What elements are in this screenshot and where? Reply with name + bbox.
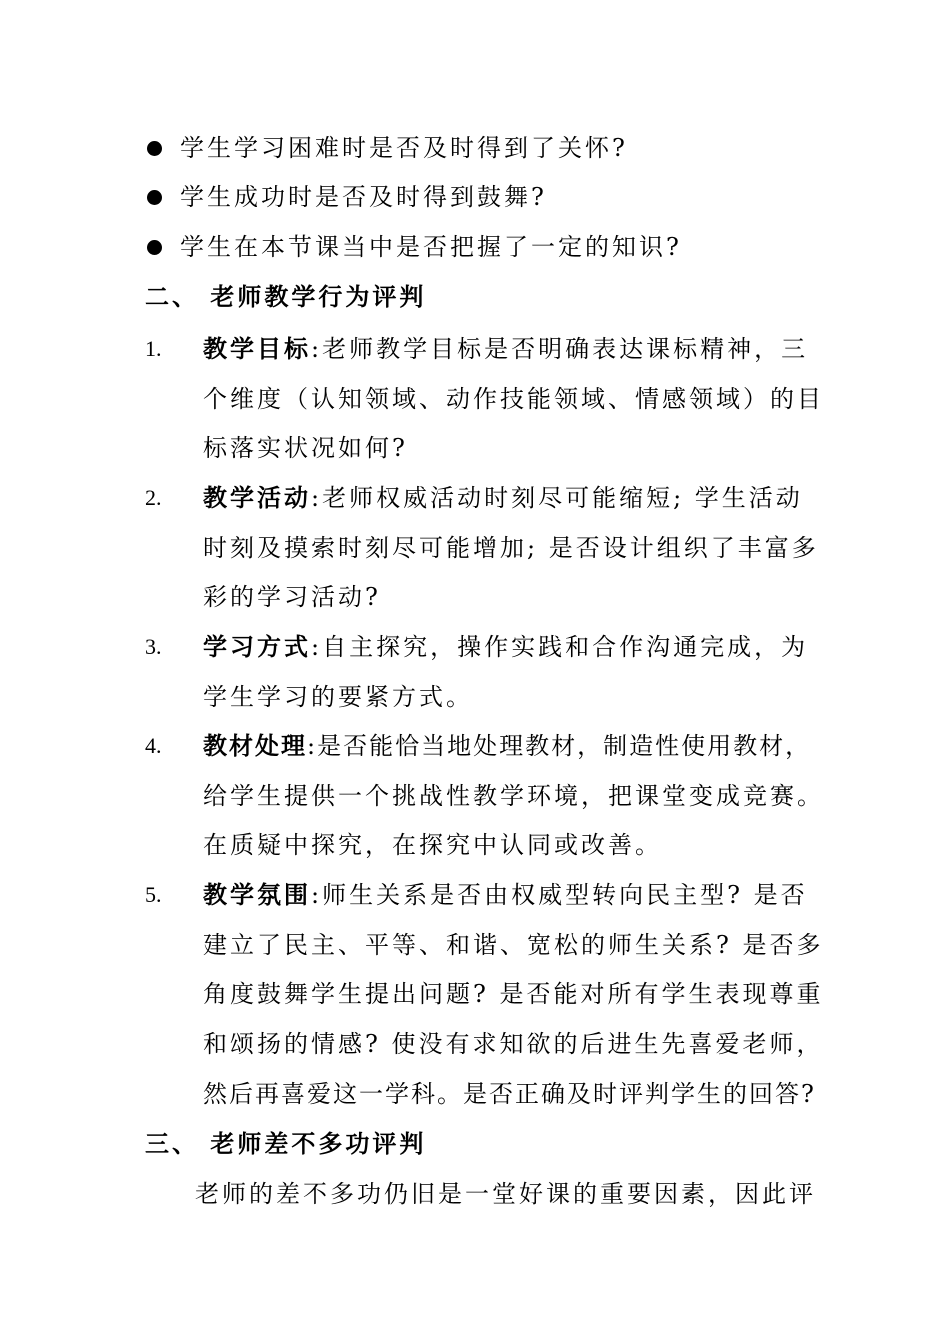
item-term: 学习方式 — [203, 632, 311, 661]
list-item-line: 彩的学习活动? — [203, 583, 381, 611]
bullet-item: 学生在本节课当中是否把握了一定的知识? — [180, 233, 682, 261]
bullet-item: 学生学习困难时是否及时得到了关怀? — [180, 134, 628, 162]
item-number: 4. — [145, 733, 162, 758]
paragraph-line: 老师的差不多功仍旧是一堂好课的重要因素，因此评 — [195, 1180, 816, 1208]
item-term: 教学目标 — [203, 334, 311, 363]
item-term: 教学氛围 — [203, 880, 311, 909]
list-item-line: 个维度（认知领域、动作技能领域、情感领域）的目 — [203, 385, 824, 413]
list-item-line: 时刻及摸索时刻尽可能增加; 是否设计组织了丰富多 — [203, 534, 819, 562]
item-term: 教学活动 — [203, 483, 311, 512]
item-number: 3. — [145, 634, 162, 659]
list-item-line: 角度鼓舞学生提出问题? 是否能对所有学生表现尊重 — [203, 980, 824, 1008]
list-item-line: 标落实状况如何? — [203, 434, 408, 462]
item-separator: : — [307, 732, 318, 760]
item-number: 2. — [145, 485, 162, 510]
list-item-line — [203, 729, 811, 763]
item-text: 是否能恰当地处理教材，制造性使用教材， — [317, 732, 812, 760]
list-item-line: 在质疑中探究，在探究中认同或改善。 — [203, 831, 662, 859]
bullet-dot — [147, 141, 162, 156]
item-separator: : — [311, 881, 323, 909]
item-text: 自主探究，操作实践和合作沟通完成，为 — [322, 633, 809, 661]
item-term: 教材处理 — [203, 731, 307, 760]
item-text: 老师权威活动时刻尽可能缩短; 学生活动 — [322, 484, 803, 512]
section-heading: 三、 老师差不多功评判 — [145, 1129, 427, 1158]
item-text: 师生关系是否由权威型转向民主型? 是否 — [322, 881, 808, 909]
item-text: 老师教学目标是否明确表达课标精神，三 — [322, 335, 809, 363]
list-item-line: 学生学习的要紧方式。 — [203, 683, 473, 711]
list-item-line: 然后再喜爱这一学科。是否正确及时评判学生的回答? — [203, 1080, 816, 1108]
list-item-line — [203, 630, 808, 664]
item-separator: : — [311, 484, 323, 512]
item-number: 5. — [145, 882, 162, 907]
list-item-line: 和颂扬的情感? 使没有求知欲的后进生先喜爱老师， — [203, 1030, 824, 1058]
item-number: 1. — [145, 336, 162, 361]
bullet-dot — [147, 190, 162, 205]
list-item-line — [203, 332, 808, 366]
list-item-line — [203, 481, 803, 515]
section-heading: 二、 老师教学行为评判 — [145, 282, 427, 311]
list-item-line: 建立了民主、平等、和谐、宽松的师生关系? 是否多 — [203, 931, 824, 959]
bullet-item: 学生成功时是否及时得到鼓舞? — [180, 183, 547, 211]
list-item-line: 给学生提供一个挑战性教学环境，把课堂变成竞赛。 — [203, 782, 824, 810]
item-separator: : — [311, 335, 323, 363]
list-item-line — [203, 878, 808, 912]
item-separator: : — [311, 633, 323, 661]
bullet-dot — [147, 240, 162, 255]
